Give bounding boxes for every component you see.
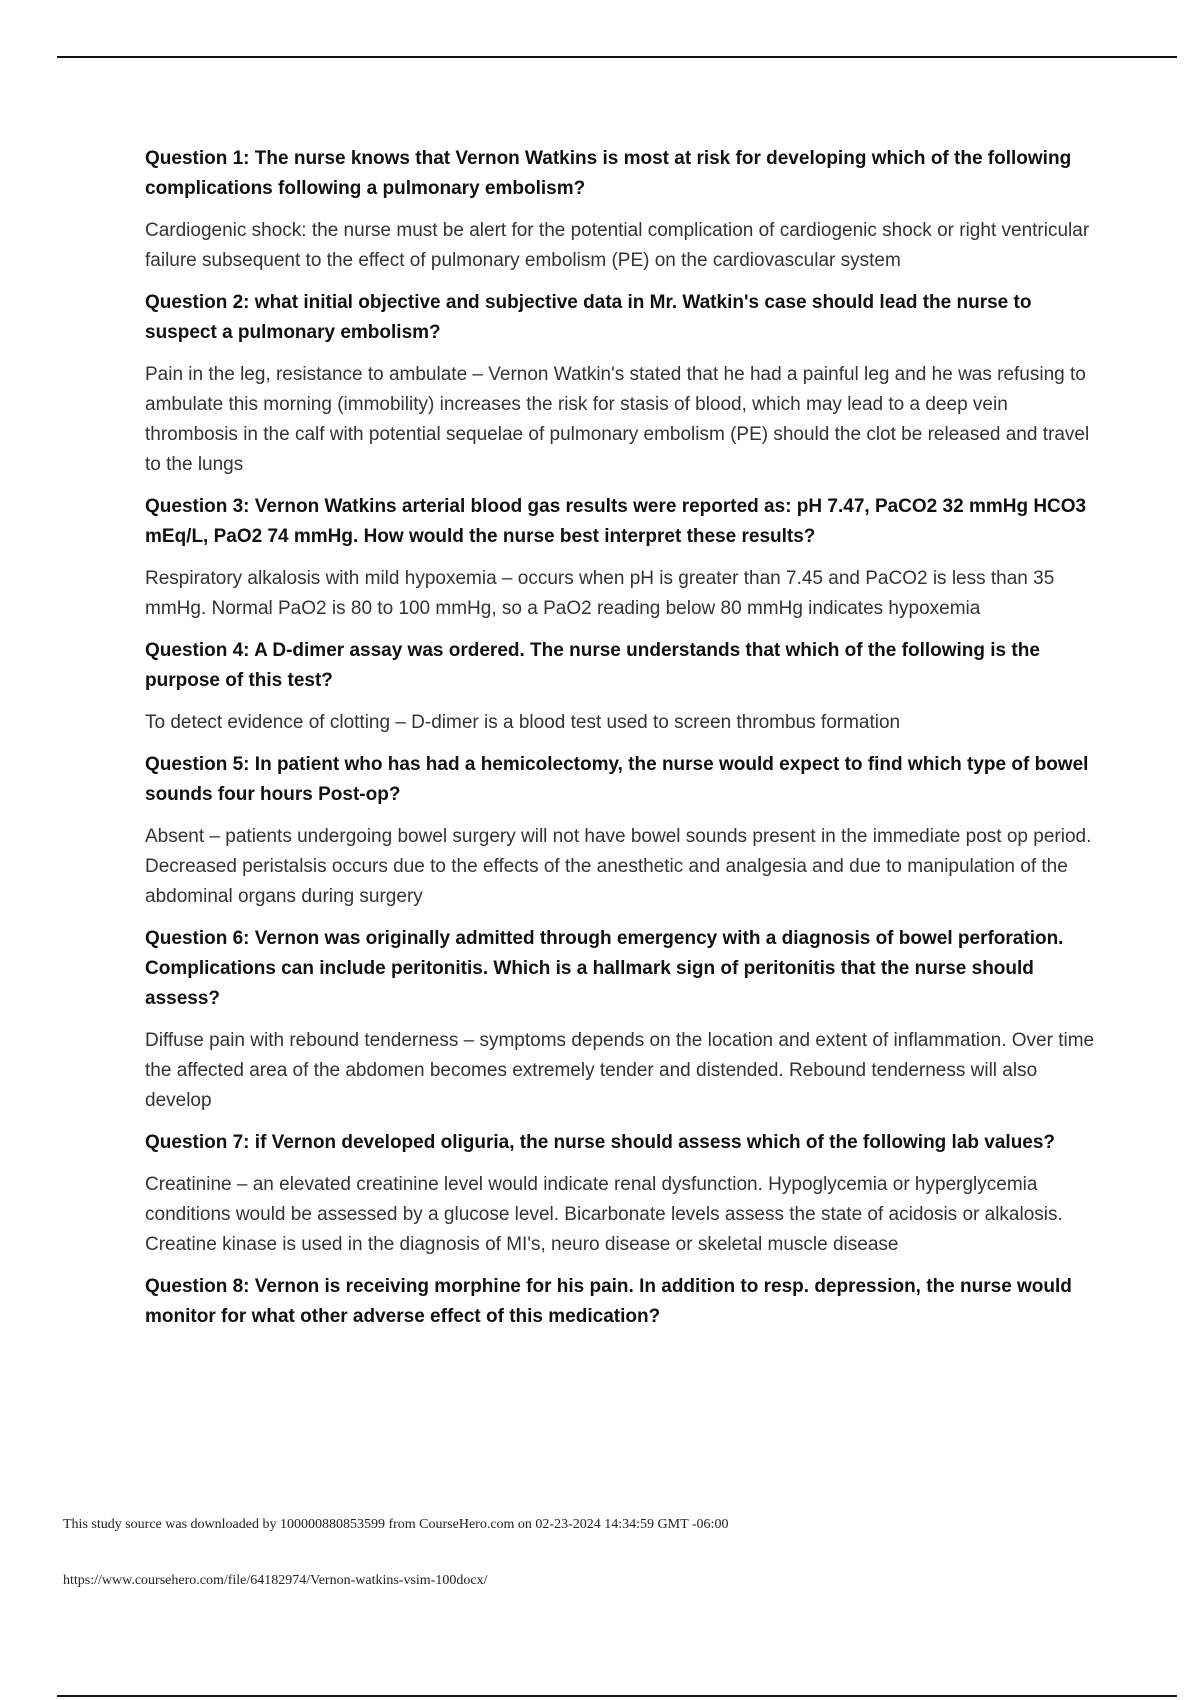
qa-item-6 (145, 924, 1095, 1116)
answer-4: To detect evidence of clotting – D-dimer is a blood test used to screen thrombus formation (145, 712, 901, 733)
qa-item-1 (145, 144, 1095, 276)
source-url[interactable]: https://www.coursehero.com/file/64182974/Vernon-watkins-vsim-100docx/ (63, 1573, 488, 1588)
answer-2: Pain in the leg, resistance to ambulate – Vernon Watkin's stated that he had a painful leg and he was refusing to ambulate this morning (immobility) increases the risk for stasis of blood, which may lead to a deep vein thrombosis in the calf with potential sequelae of pulmonary embolism (PE) should the clot be released and travel to the lungs (145, 364, 1090, 475)
bottom-divider (57, 1695, 1177, 1697)
question-8: Question 8: Vernon is receiving morphine for his pain. In addition to resp. depression, the nurse would monitor for what other adverse effect of this medication? (145, 1276, 1072, 1327)
download-source-note: This study source was downloaded by 100000880853599 from CourseHero.com on 02-23-2024 14:34:59 GMT -06:00 (63, 1517, 729, 1532)
answer-6: Diffuse pain with rebound tenderness – symptoms depends on the location and extent of inflammation. Over time the affected area of the abdomen becomes extremely tender and distended. Rebound tenderness will also develop (145, 1030, 1095, 1111)
question-6: Question 6: Vernon was originally admitted through emergency with a diagnosis of bowel perforation. Complications can include peritonitis. Which is a hallmark sign of peritonitis that the nurse should assess? (145, 928, 1064, 1009)
question-3: Question 3: Vernon Watkins arterial blood gas results were reported as: pH 7.47, PaCO2 32 mmHg HCO3 mEq/L, PaO2 74 mmHg. How would the nurse best interpret these results? (145, 496, 1087, 547)
answer-1: Cardiogenic shock: the nurse must be alert for the potential complication of cardiogenic shock or right ventricular failure subsequent to the effect of pulmonary embolism (PE) on the cardiovascular system (145, 220, 1090, 271)
question-7: Question 7: if Vernon developed oliguria, the nurse should assess which of the following lab values? (145, 1132, 1056, 1153)
answer-5: Absent – patients undergoing bowel surgery will not have bowel sounds present in the immediate post op period. Decreased peristalsis occurs due to the effects of the anesthetic and analgesia and due to manipulation of the abdominal organs during surgery (145, 826, 1092, 907)
qa-item-4 (145, 636, 1095, 738)
qa-item-3 (145, 492, 1095, 624)
qa-item-7 (145, 1128, 1095, 1260)
question-5: Question 5: In patient who has had a hemicolectomy, the nurse would expect to find which type of bowel sounds four hours Post-op? (145, 754, 1089, 805)
document-body (145, 144, 1095, 1344)
answer-3: Respiratory alkalosis with mild hypoxemia – occurs when pH is greater than 7.45 and PaCO2 is less than 35 mmHg. Normal PaO2 is 80 to 100 mmHg, so a PaO2 reading below 80 mmHg indicates hypoxemia (145, 568, 1055, 619)
qa-item-8 (145, 1272, 1095, 1332)
question-4: Question 4: A D-dimer assay was ordered. The nurse understands that which of the following is the purpose of this test? (145, 640, 1040, 691)
qa-item-5 (145, 750, 1095, 912)
answer-7: Creatinine – an elevated creatinine level would indicate renal dysfunction. Hypoglycemia or hyperglycemia conditions would be assessed by a glucose level. Bicarbonate levels assess the state of acidosis or alkalosis. Creatine kinase is used in the diagnosis of MI's, neuro disease or skeletal muscle disease (145, 1174, 1063, 1255)
top-divider (57, 56, 1177, 58)
question-2: Question 2: what initial objective and subjective data in Mr. Watkin's case should lead the nurse to suspect a pulmonary embolism? (145, 292, 1032, 343)
question-1: Question 1: The nurse knows that Vernon Watkins is most at risk for developing which of the following complications following a pulmonary embolism? (145, 148, 1072, 199)
qa-item-2 (145, 288, 1095, 480)
